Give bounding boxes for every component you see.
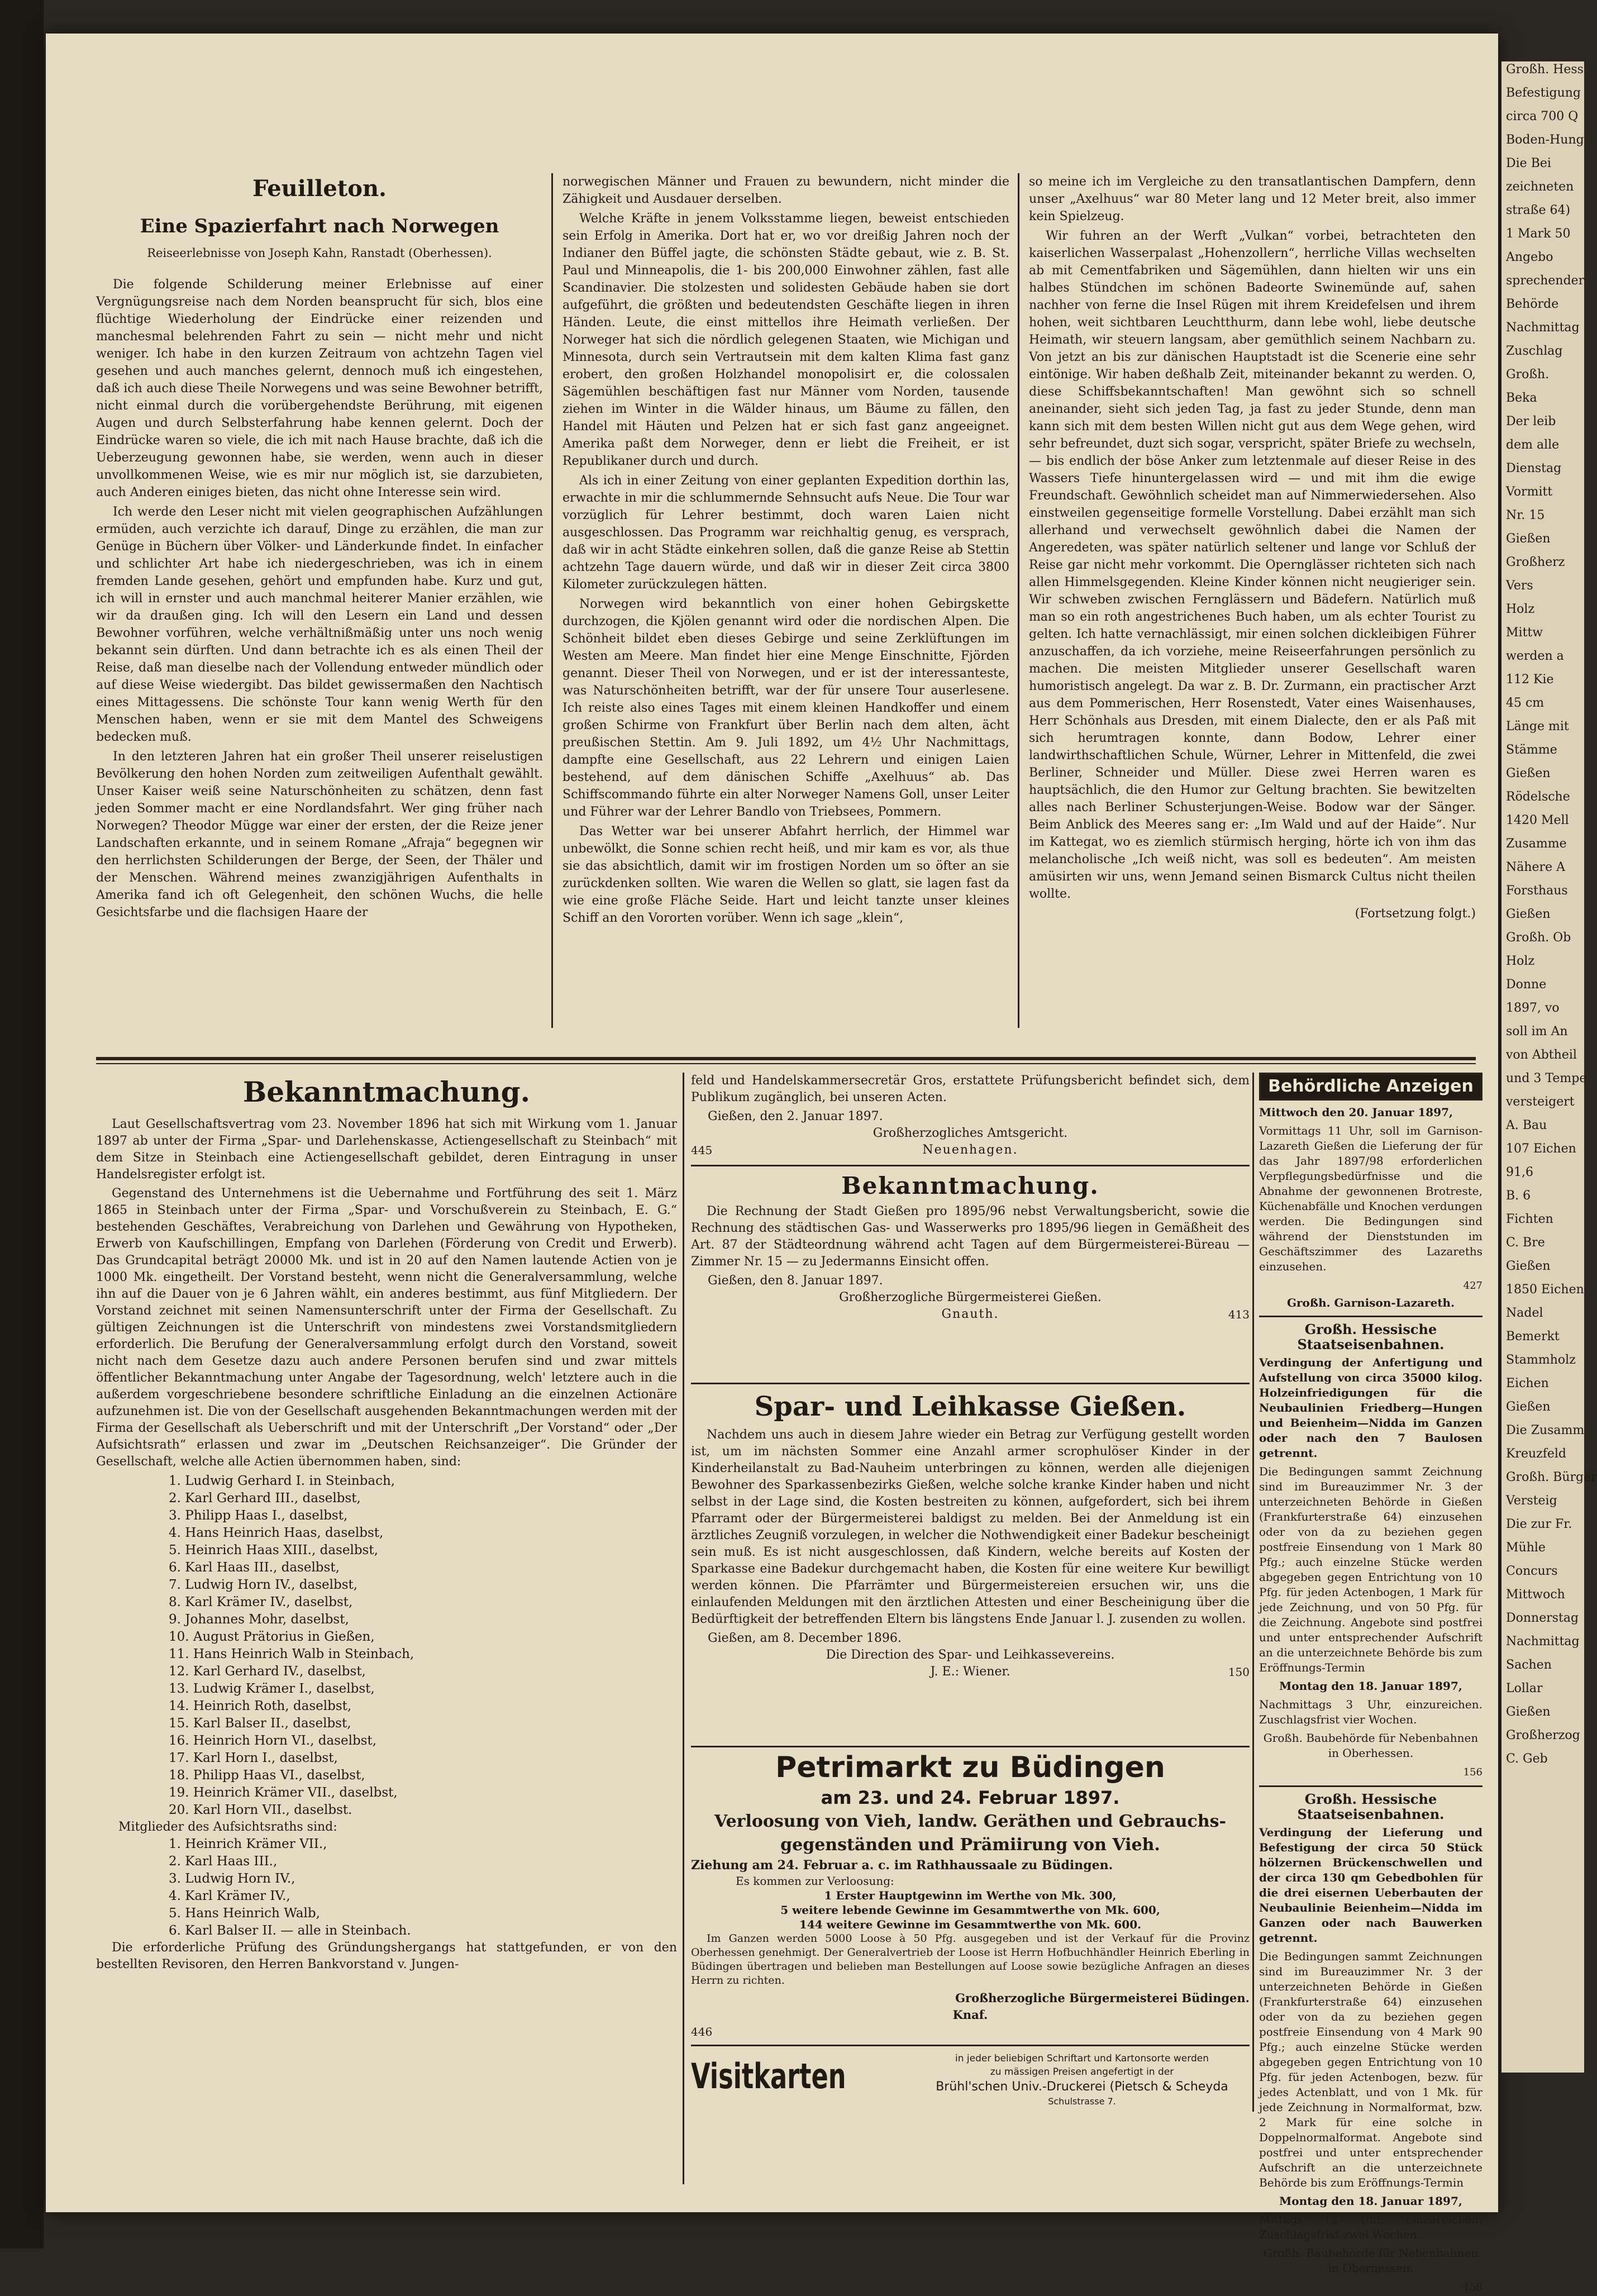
feuilleton-title: Eine Spazierfahrt nach Norwegen	[140, 215, 499, 237]
board-item: 5. Hans Heinrich Walb,	[169, 1906, 320, 1921]
founder-item: 6. Karl Haas III., daselbst,	[169, 1560, 340, 1575]
notice-term: Montag den 18. Januar 1897,	[1279, 2194, 1462, 2208]
founder-item: 19. Heinrich Krämer VII., daselbst,	[169, 1785, 398, 1800]
prize-line: 1 Erster Hauptgewinn im Werthe von Mk. 300,	[824, 1889, 1117, 1902]
adjacent-page-text: Mittw	[1506, 626, 1543, 640]
adjacent-page-text: dem alle	[1506, 438, 1560, 452]
notice-term: Montag den 18. Januar 1897,	[1279, 1679, 1462, 1693]
visitkarten-title: Visitkarten	[691, 2056, 846, 2097]
feuilleton-paragraph: norwegischen Männer und Frauen zu bewundern, nicht minder die Zähigkeit und Ausdauer derselben.	[562, 175, 1009, 206]
column-rule	[1252, 1073, 1254, 2112]
adjacent-page-text: Nr. 15	[1506, 508, 1545, 522]
notice-heading: Verdingung der Anfertigung und Aufstellung von circa 35000 kilog. Holzeinfriedigungen für die Neubaulinien Friedberg—Hungen und Beienheim—Nidda im Ganzen oder nach den 7 Baulosen getrennt.	[1259, 1356, 1482, 1460]
official-notices-title: Behördliche Anzeigen	[1259, 1073, 1482, 1101]
adjacent-page-text: Gießen	[1506, 907, 1551, 921]
adjacent-page-text: A. Bau	[1506, 1118, 1547, 1132]
petrimarkt-title: Petrimarkt zu Büdingen	[775, 1751, 1165, 1784]
board-item: 6. Karl Balser II. — alle in Steinbach.	[169, 1923, 411, 1938]
adjacent-page-text: Rödelsche	[1506, 790, 1570, 804]
announcement-title: Spar- und Leihkasse Gießen.	[754, 1391, 1186, 1422]
column-rule	[551, 173, 553, 1028]
adjacent-page-text: versteigert	[1506, 1095, 1575, 1109]
founder-item: 10. August Prätorius in Gießen,	[169, 1630, 375, 1644]
adjacent-page-text: Nähere A	[1506, 860, 1565, 874]
founder-item: 14. Heinrich Roth, daselbst,	[169, 1699, 352, 1713]
adjacent-page-text: Zuschlag	[1506, 344, 1563, 358]
place-date: Gießen, den 8. Januar 1897.	[708, 1274, 883, 1288]
visitkarten-line: zu mässigen Preisen angefertigt in der	[990, 2066, 1174, 2078]
adjacent-page-text: Die Bei	[1506, 156, 1551, 170]
column-rule	[1018, 173, 1019, 1028]
adjacent-page-text: Länge mit	[1506, 720, 1569, 733]
announcement-paragraph: Im Ganzen werden 5000 Loose à 50 Pfg. ausgegeben und ist der Verkauf für die Provinz Oberhessen genehmigt. Der Generalvertrieb der Loose ist Herrn Hofbuchhändler Heinrich Eberling in Büdingen übertragen und belieben man Bestellungen auf Loose sowie bezügliche Anfragen an dieses Herrn zu richten.	[691, 1932, 1250, 1987]
announcement-paragraph: Laut Gesellschaftsvertrag vom 23. November 1896 hat sich mit Wirkung vom 1. Januar 1897 ab unter der Firma „Spar- und Darlehenskasse, Actiengesellschaft zu Steinbach“ mit dem Sitze in Steinbach eine Actiengesellschaft gebildet, deren Eintragung in unser Handelsregister erfolgt ist.	[96, 1117, 677, 1182]
feuilleton-col-1	[96, 173, 543, 1028]
adjacent-page-text: Holz	[1506, 954, 1535, 968]
founder-item: 17. Karl Horn I., daselbst,	[169, 1751, 338, 1765]
issuing-office: Großherzogliche Bürgermeisterei Büdingen.	[955, 1991, 1250, 2005]
announcement-steinbach	[96, 1073, 677, 2184]
adjacent-page-text: Vers	[1506, 579, 1533, 593]
adjacent-page-text: Nachmittag	[1506, 321, 1580, 335]
feuilleton-label: Feuilleton.	[252, 175, 387, 202]
notice-title: Großh. Hessische Staatseisenbahnen.	[1297, 1791, 1445, 1822]
adjacent-page-text: Gießen	[1506, 1705, 1551, 1719]
section-rule	[96, 1057, 1476, 1060]
ad-rule	[691, 1383, 1250, 1384]
adjacent-page-text: Kreuzfeld	[1506, 1447, 1567, 1461]
adjacent-page-text: Behörde	[1506, 297, 1559, 311]
prize-line: 5 weitere lebende Gewinne im Gesammtwerthe von Mk. 600,	[780, 1903, 1160, 1917]
feuilleton-paragraph: In den letzteren Jahren hat ein großer Theil unserer reiselustigen Bevölkerung den hohen Norden zum zeitweiligen Aufenthalt gewählt. Unser Kaiser weiß seine Naturschönheiten zu schätzen, denn fast jeden Sommer macht er eine Nordlandsfahrt. Wer ging früher nach Norwegen? Theodor Mügge war einer der ersten, der die Reize jener Landschaften erkannte, und in seinem Romane „Afraja“ begegnen wir den herrlichsten Schilderungen der Berge, der Seen, der Thäler und der Menschen. Während meines zwanzigjährigen Aufenthalts in Amerika fand ich oft Gelegenheit, den schönen Wuchs, die helle Gesichtsfarbe und die flachsigen Haare der	[96, 750, 543, 920]
adjacent-page-text: Fichten	[1506, 1212, 1553, 1226]
adjacent-page-text: Gießen	[1506, 532, 1551, 546]
announcement-steinbach-cont	[691, 1073, 1250, 1162]
announcement-paragraph: Die erforderliche Prüfung des Gründungshergangs hat stattgefunden, er von den bestellten Revisoren, den Herren Bankvorstand v. Jungen-	[96, 1941, 677, 1971]
adjacent-page-text: B. 6	[1506, 1189, 1531, 1203]
founder-item: 7. Ludwig Horn IV., daselbst,	[169, 1578, 358, 1592]
adjacent-page-text: Bemerkt	[1506, 1330, 1560, 1344]
adjacent-page-text: Stämme	[1506, 743, 1557, 757]
adjacent-page-text: Die Zusamm	[1506, 1423, 1585, 1437]
feuilleton-paragraph: Wir fuhren an der Werft „Vulkan“ vorbei, betrachteten den kaiserlichen Wasserpalast „Hohenzollern“, herrliche Villas wechselten ab mit Cementfabriken und Sägemühlen, dann hielten wir uns ein halbes Stündchen im schönen Badeorte Swinemünde auf, sahen nachher von ferne die Insel Rügen mit ihrem Kreidefelsen und ihrem hohen, weit sichtbaren Leuchtthurm, dann lebe wohl, liebe deutsche Heimath, wir steuern langsam, aber gemüthlich seinem Nachbarn zu. Von jetzt an bis zur dänischen Hauptstadt ist die Scenerie eine sehr eintönige. Wir haben deßhalb Zeit, miteinander bekannt zu werden. O, diese Schiffsbekanntschaften! Man gewöhnt sich so schnell aneinander, sieht sich jeden Tag, ja fast zu jeder Stunde, denn man kann sich mit dem besten Willen nicht gut aus dem Wege gehen, wird sehr befreundet, duzt sich sogar, verspricht, später Briefe zu wechseln, — bis endlich der böse Anker zum letztenmale auf dieser Reise in des Wassers Tiefe hinuntergelassen wird — und mit ihm die ewige Freundschaft. Gewöhnlich scheidet man auf Nimmerwiedersehen. Also einstweilen gegenseitige formelle Vorstellung. Dabei erzählt man sich allerhand und verwechselt gewöhnlich dabei die Namen der Angeredeten, was später natürlich seltener und lange vor Schluß der Reise gar nicht mehr vorkommt. Die Opernglässer richteten sich nach allen Himmelsgegenden. Kleine Kinder können nicht neugieriger sein. Wir schweben zwischen Fernglässern und Bädefern. Natürlich muß man so ein roth angestrichenes Buch haben, um als echter Tourist zu gelten. Ich hatte vernachlässigt, mir einen solchen dickleibigen Führer anzuschaffen, da ich vorziehe, meine Reiseerfahrungen persönlich zu machen. Die meisten Mitglieder unserer Gesellschaft waren humoristisch angelegt. Da war z. B. Dr. Zurmann, ein practischer Arzt aus dem Pommerischen, Herr Rosenstedt, Vater eines Waisenhauses, Herr Schönhals aus Dresden, mit einem Dialecte, den er als Paß mit sich herumtragen konnte, dann Bodow, Lehrer einer landwirthschaftlichen Schule, Würner, Lehrer in Mittenfeld, die zwei Berliner, Schneider und Müller. Diese zwei Herren waren es hauptsächlich, die den Humor zur Geltung brachten. Sie bewitzelten alles nach Berliner Schusterjungen-Weise. Bodow war der Sänger. Beim Anblick des Meeres sang er: „Im Wald und auf der Haide“. Nur im Kattegat, wo es ziemlich stürmisch herging, hörte ich von ihm das melancholische „Ich weiß nicht, was soll es bedeuten“. Am meisten amüsirten wir uns, wenn Jemand seinen Bismarck Cultus nicht theilen wollte.	[1029, 229, 1476, 901]
adjacent-page-text: Gießen	[1506, 766, 1551, 780]
board-intro: Mitglieder des Aufsichtsraths sind:	[118, 1820, 337, 1834]
adjacent-page-text: Holz	[1506, 602, 1535, 616]
founder-item: 4. Hans Heinrich Haas, daselbst,	[169, 1526, 384, 1540]
adjacent-page-text: C. Bre	[1506, 1236, 1545, 1250]
section-rule	[96, 1063, 1476, 1064]
board-item: 4. Karl Krämer IV.,	[169, 1889, 290, 1903]
signer: J. E.: Wiener.	[930, 1665, 1010, 1679]
adjacent-page-text: 45 cm	[1506, 696, 1544, 710]
founder-item: 16. Heinrich Horn VI., daselbst,	[169, 1733, 377, 1748]
adjacent-page-text: und 3 Tempe	[1506, 1071, 1587, 1085]
newspaper-page	[46, 34, 1498, 2293]
petrimarkt-date: am 23. und 24. Februar 1897.	[821, 1787, 1120, 1808]
board-item: 1. Heinrich Krämer VII.,	[169, 1837, 327, 1851]
reference-number: 446	[691, 2025, 713, 2038]
adjacent-page-text: 112 Kie	[1506, 673, 1554, 687]
issuing-office: Großh. Garnison-Lazareth.	[1286, 1296, 1455, 1309]
adjacent-page-text: soll im An	[1506, 1025, 1568, 1039]
issuing-office: Großh. Baubehörde für Nebenbahnen in Oberhessen.	[1263, 1731, 1479, 1760]
announcement-paragraph: Nachdem uns auch in diesem Jahre wieder ein Betrag zur Verfügung gestellt worden ist, um im nächsten Sommer eine Anzahl armer scrophulöser Kinder in der Kinderheilanstalt zu Bad-Nauheim unterbringen zu können, werden alle diejenigen Bewohner des Sparkassenbezirks Gießen, welche solche kranke Kinder haben und nicht selbst in der Lage sind, die Kosten bestreiten zu können, aufgefordert, sich bei ihrem Pfarramt oder der Bürgermeisterei baldigst zu melden. Bei der Anmeldung ist ein ärztliches Zeugniß vorzulegen, in welcher die Nothwendigkeit einer Badekur bescheinigt sein muß. Es ist nicht ausgeschlossen, daß Kindern, welche bereits auf Kosten der Sparkasse eine Badekur durchgemacht haben, die Kosten für eine weitere Kur bewilligt werden können. Die Pfarrämter und Bürgermeistereien ersuchen wir, uns die einlaufenden Meldungen mit den ärztlichen Attesten und einer Bescheinigung über die Bedürftigkeit der betreffenden Eltern bis längstens Ende Januar l. J. zusenden zu wollen.	[691, 1428, 1250, 1626]
place-date: Gießen, den 2. Januar 1897.	[708, 1109, 883, 1123]
founder-item: 12. Karl Gerhard IV., daselbst,	[169, 1664, 366, 1679]
adjacent-page-text: Concurs	[1506, 1564, 1558, 1578]
reference-number: 158	[1463, 2281, 1482, 2293]
adjacent-page-text: Stammholz	[1506, 1353, 1576, 1367]
issuing-office: Großh. Baubehörde für Nebenbahnen in Oberhessen.	[1263, 2246, 1479, 2275]
feuilleton-paragraph: Welche Kräfte in jenem Volksstamme liegen, beweist entschieden sein Erfolg in Amerika. Dort hat er, wo vor dreißig Jahren noch der Indianer den Büffel jagte, die schönsten Städte gebaut, wie z. B. St. Paul und Minneapolis, die 1- bis 200,000 Einwohner zählen, fast alle Scandinavier. Die stolzesten und solidesten Gebäude haben sie dort aufgeführt, die größten und bedeutendsten Geschäfte liegen in ihren Händen. Leute, die einst mittellos ihre Heimath verließen. Der Norweger hat sich die nördlich gelegenen Staaten, wie Michigan und Minnesota, durch sein Vertrautsein mit dem kalten Klima fast ganz erobert, den großen Holzhandel monopolisirt er, die colossalen Sägemühlen beschäftigen fast nur Männer vom Norden, tausende ziehen im Winter in die Wälder hinaus, um Bäume zu fällen, den Handel mit Häuten und Pelzen hat er sich fast ganz angeeignet. Amerika paßt dem Norweger, denn er liebt die Freiheit, er ist Republikaner durch und durch.	[562, 212, 1009, 468]
reference-number: 156	[1463, 1766, 1482, 1778]
founder-item: 15. Karl Balser II., daselbst,	[169, 1716, 351, 1731]
feuilleton-paragraph: Ich werde den Leser nicht mit vielen geographischen Aufzählungen ermüden, auch verzichte ich darauf, Dinge zu erzählen, die man zur Genüge in Büchern über Völker- und Länderkunde findet. In einfacher und schlichter Art habe ich niedergeschrieben, was ich in einem fremden Lande gesehen, gehört und empfunden habe. Kurz und gut, ich will in ernster und auch manchmal heiterer Manier erzählen, wie wir da draußen ging. Ich will den Lesern ein Land und dessen Bewohner vorführen, welche verhältnißmäßig unter uns noch wenig bekannt sein dürften. Und dann betrachte ich es als einen Theil der Reise, daß man dieselbe nach der Vollendung entweder mündlich oder auf diese Weise wiedergibt. Das bildet gewissermaßen den Nachtisch eines Mittagessens. Die schönste Tour kann wenig Werth für den Menschen haben, wenn er sie mit dem Mantel des Schweigens bedecken muß.	[96, 505, 543, 744]
adjacent-page-text: Angebo	[1506, 250, 1553, 264]
reference-number: 413	[1228, 1308, 1250, 1321]
notice-heading: Verdingung der Lieferung und Befestigung der circa 50 Stück hölzernen Brückenschwellen und der circa 130 qm Gebedbohlen für die drei eisernen Ueberbauten der Neubaulinie Beienheim—Nidda im Ganzen oder nach Bauwerken getrennt.	[1259, 1826, 1482, 1945]
adjacent-page-text: Nachmittag	[1506, 1635, 1580, 1649]
feuilleton-paragraph: Das Wetter war bei unserer Abfahrt herrlich, der Himmel war unbewölkt, die Sonne schien recht heiß, und mir kam es vor, als thue sie das absichtlich, damit wir im frostigen Norden um so öfter an sie zurückdenken sollten. Wie waren die Wellen so glatt, sie lagen fast da wie eine große Fläche Seide. Hart und leicht tanzte unser kleines Schiff an den Vororten vorüber. Wenn ich sage „klein“,	[562, 825, 1009, 925]
feuilleton-paragraph: Als ich in einer Zeitung von einer geplanten Expedition dorthin las, erwachte in mir die schlummernde Sehnsucht aufs Neue. Die Tour war vorzüglich für Lehrer bestimmt, doch waren Laien nicht ausgeschlossen. Das Programm war reichhaltig genug, es versprach, daß wir in acht Städte einkehren sollen, daß die ganze Reise ab Stettin achtzehn Tage dauern würde, und daß wir in dieser Zeit circa 3800 Kilometer zurückzulegen hätten.	[562, 474, 1009, 592]
adjacent-page-text: 91,6	[1506, 1165, 1533, 1179]
printer-name: Brühl'schen Univ.-Druckerei (Pietsch & Scheyda	[936, 2080, 1228, 2094]
draw-info: Ziehung am 24. Februar a. c. im Rathhaussaale zu Büdingen.	[691, 1858, 1113, 1873]
founder-item: 13. Ludwig Krämer I., daselbst,	[169, 1681, 375, 1696]
notice-title: Großh. Hessische Staatseisenbahnen.	[1297, 1321, 1445, 1352]
adjacent-page-text: 1420 Mell	[1506, 813, 1569, 827]
official-notices	[1259, 1073, 1482, 2293]
adjacent-page-text: Großh. Hess	[1506, 63, 1584, 77]
issuing-office: Großherzogliches Amtsgericht.	[873, 1126, 1068, 1140]
notice-text: Nachmittags 3 Uhr, einzureichen. Zuschlagsfrist vier Wochen.	[1259, 1698, 1482, 1726]
adjacent-page-text: circa 700 Q	[1506, 109, 1579, 123]
founder-item: 1. Ludwig Gerhard I. in Steinbach,	[169, 1474, 395, 1488]
board-item: 3. Ludwig Horn IV.,	[169, 1871, 295, 1886]
issuing-office: Die Direction des Spar- und Leihkassevereins.	[826, 1648, 1115, 1662]
announcement-paragraph: feld und Handelskammersecretär Gros, erstattete Prüfungsbericht befindet sich, dem Publikum zugänglich, bei unseren Acten.	[691, 1074, 1250, 1104]
adjacent-page-fragment	[1501, 61, 1597, 2073]
signer: Knaf.	[952, 2008, 988, 2022]
adjacent-page-text: Zusamme	[1506, 837, 1567, 851]
feuilleton-paragraph: so meine ich im Vergleiche zu den transatlantischen Dampfern, denn unser „Axelhuus“ war 80 Meter lang und 12 Meter breit, also immer kein Spielzeug.	[1029, 175, 1476, 223]
adjacent-page-text: 1897, vo	[1506, 1001, 1560, 1015]
petrimarkt-subtitle: gegenständen und Prämiirung von Vieh.	[780, 1835, 1160, 1855]
founder-item: 9. Johannes Mohr, daselbst,	[169, 1612, 349, 1627]
adjacent-page-text: Gießen	[1506, 1259, 1551, 1273]
adjacent-page-text: straße 64)	[1506, 203, 1571, 217]
adjacent-page-text: 107 Eichen	[1506, 1142, 1576, 1156]
feuilleton-paragraph: Die folgende Schilderung meiner Erlebnisse auf einer Vergnügungsreise nach dem Norden beansprucht für sich, blos eine flüchtige Wiederholung der Eindrücke einer reizenden und manchesmal belehrenden Fahrt zu sein — nicht mehr und nicht weniger. Ich habe in den kurzen Zeitraum von achtzehn Tagen viel gesehen und auch manches gelernt, dennoch muß ich eingestehen, daß ich auch diese Theile Norwegens und was seine Bewohner betrifft, nicht einmal durch die vorübergehendste Berührung, mit eigenen Augen und durch Selbsterfahrung habe kennen gelernt. Doch der Eindrücke waren so viele, die ich mit nach Hause brachte, daß ich die Ueberzeugung gewonnen habe, sie werden, wenn auch in dieser unvollkommenen Weise, wie es mir nur möglich ist, sie darzubieten, auch Anderen einiges bieten, das nicht ohne Interesse sein wird.	[96, 278, 543, 499]
feuilleton-paragraph: Norwegen wird bekanntlich von einer hohen Gebirgskette durchzogen, die Kjölen genannt wird oder die nordischen Alpen. Die Schönheit bildet eben dieses Gebirge und seine Zerklüftungen im Westen am Meere. Man findet hier eine Menge Einschnitte, Fjörden genannt. Dieser Theil von Norwegen, und er ist der interessanteste, was Naturschönheiten betrifft, war der für unsere Tour auserlesene. Ich reiste also eines Tages mit einem kleinen Handkoffer und einem großen Schirme von Frankfurt über Berlin nach dem alten, ächt preußischen Stettin. Am 9. Juli 1892, um 4½ Uhr Nachmittags, dampfte eine Gesellschaft, aus 22 Lehrern und einigen Laien bestehend, auf dem dänischen Schiffe „Axelhuus“ ab. Das Schiffscommando führte ein alter Norweger Namens Goll, unser Leiter und Führer war der Lehrer Bandlo von Triebsees, Pommern.	[562, 597, 1009, 819]
adjacent-page-text: Mühle	[1506, 1541, 1546, 1555]
signer: Neuenhagen.	[922, 1143, 1018, 1157]
founders-list	[96, 1473, 677, 1819]
prize-lead: Es kommen zur Verloosung:	[736, 1874, 894, 1888]
visitkarten-line: in jeder beliebigen Schriftart und Kartonsorte werden	[955, 2053, 1209, 2064]
adjacent-page-text: zeichneten	[1506, 180, 1574, 194]
announcement-paragraph: Gegenstand des Unternehmens ist die Uebernahme und Fortführung des seit 1. März 1865 in Steinbach unter der Firma „Spar- und Vorschußverein zu Steinbach, E. G.“ bestehenden Geschäftes, Verabreichung von Darlehen und Gewährung von Hypotheken, Erwerb von Kaufschillingen, Empfang von Darlehen (Förderung von Credit und Erwerb). Das Grundcapital beträgt 20000 Mk. und ist in 20 auf den Namen lautende Actien von je 1000 Mk. eingetheilt. Der Vorstand besteht, wenn nicht die Generalversammlung, welche ihn auf die Dauer von je 6 Jahren wählt, ein anderes bestimmt, aus fünf Mitgliedern. Der Vorstand zeichnet mit seinen Namensunterschrift unter der Firma der Gesellschaft. Zu gültigen Zeichnungen ist die Unterschrift von mindestens zwei Vorstandsmitgliedern erforderlich. Die Berufung der Generalversammlung erfolgt durch den Vorstand, soweit nicht nach dem Gesetze dazu auch andere Personen berufen sind und zwar mittels öffentlicher Bekanntmachung unter Angabe der Tagesordnung, welch' letztere auch in die außerdem vorgeschriebene besondere schriftliche Einladung an die einzelnen Actionäre aufzunehmen ist. Die von der Gesellschaft ausgehenden Bekanntmachungen werden mit der Firma der Gesellschaft als Ueberschrift und mit der Unterschrift „Der Vorstand“ oder „Der Aufsichtsrath“ erlassen und zwar im „Deutschen Reichsanzeiger“. Die Gründer der Gesellschaft, welche alle Actien übernommen haben, sind:	[96, 1187, 677, 1469]
adjacent-page-text: Gießen	[1506, 1400, 1551, 1414]
adjacent-page-text: Der leib	[1506, 415, 1556, 428]
feuilleton-col-3	[1029, 173, 1476, 1028]
adjacent-page-text: Dienstag	[1506, 461, 1562, 475]
adjacent-page-text: werden a	[1506, 649, 1564, 663]
place-date: Gießen, am 8. December 1896.	[708, 1631, 902, 1645]
adjacent-page-text: Großherz	[1506, 555, 1565, 569]
notice-text: Die Bedingungen sammt Zeichnungen sind im Bureauzimmer Nr. 3 der unterzeichneten Behörde in Gießen (Frankfurterstraße 64) einzusehen oder von da zu beziehen gegen postfreie Einsendung von 4 Mark 90 Pfg.; auch einzelne Stücke werden abgegeben gegen Entrichtung von 10 Pfg. für jeden Actenbogen, bezw. für jedes Actenblatt, und von 1 Mk. für jede Zeichnung in Normalformat, bzw. 2 Mark für eine solche in Doppelnormalformat. Angebote sind postfrei und unter entsprechender Aufschrift an die unterzeichnete Behörde bis zum Eröffnungs-Termin	[1259, 1950, 1482, 2189]
adjacent-page-text: Boden-Hung	[1506, 133, 1584, 147]
adjacent-page-text: Beka	[1506, 391, 1537, 405]
notice-text: Mittags 12 Uhr, einzureichen. Zuschlagsfrist zwei Wochen.	[1259, 2213, 1482, 2241]
adjacent-page-text: C. Geb	[1506, 1752, 1548, 1766]
issuing-office: Großherzogliche Bürgermeisterei Gießen.	[839, 1290, 1102, 1304]
adjacent-page-text: Großh. Bürger	[1506, 1470, 1597, 1484]
continued-note: (Fortsetzung folgt.)	[1355, 907, 1476, 921]
adjacent-page-text: Großh. Ob	[1506, 931, 1571, 945]
signer: Gnauth.	[941, 1307, 999, 1321]
printer-address: Schulstrasse 7.	[1048, 2096, 1116, 2107]
adjacent-page-text: Donne	[1506, 978, 1547, 992]
visitkarten-ad	[691, 2045, 1250, 2113]
feuilleton-col-2	[562, 173, 1009, 1028]
adjacent-page-text: Sachen	[1506, 1658, 1552, 1672]
adjacent-page-text: Vormitt	[1506, 485, 1553, 499]
announcement-paragraph: Die Rechnung der Stadt Gießen pro 1895/96 nebst Verwaltungsbericht, sowie die Rechnung des städtischen Gas- und Wasserwerks pro 1895/96 liegen in Gemäßheit des Art. 87 der Städteordnung während acht Tagen auf dem Bürgermeisterei-Büreau — Zimmer Nr. 15 — zu Jedermanns Einsicht offen.	[691, 1204, 1250, 1269]
adjacent-page-text: Großh.	[1506, 368, 1550, 382]
reference-number: 445	[691, 1144, 713, 1157]
announcement-giessen-accounts	[691, 1169, 1250, 1381]
adjacent-page-text: Großherzog	[1506, 1728, 1580, 1742]
reference-number: 150	[1228, 1665, 1250, 1679]
petrimarkt-subtitle: Verloosung von Vieh, landw. Geräthen und Gebrauchs-	[714, 1812, 1226, 1831]
founder-item: 20. Karl Horn VII., daselbst.	[169, 1803, 352, 1817]
ad-rule	[691, 1165, 1250, 1166]
ad-rule	[691, 1746, 1250, 1747]
book-binding	[0, 0, 44, 2249]
notice-text: Die Bedingungen sammt Zeichnung sind im Bureauzimmer Nr. 3 der unterzeichneten Behörde in Gießen (Frankfurterstraße 64) einzusehen oder von da zu beziehen gegen postfreie Einsendung von 1 Mark 80 Pfg.; auch einzelne Stücke werden abgegeben gegen Entrichtung von 10 Pfg. für jeden Actenbogen, 1 Mark für jede Zeichnung, und von 50 Pfg. für die Zeichnung. Angebote sind postfrei und unter entsprechender Aufschrift an die unterzeichnete Behörde bis zum Eröffnungs-Termin	[1259, 1465, 1482, 1674]
founder-item: 2. Karl Gerhard III., daselbst,	[169, 1491, 361, 1506]
adjacent-page-text: Lollar	[1506, 1681, 1543, 1695]
notice-text: Vormittags 11 Uhr, soll im Garnison-Lazareth Gießen die Lieferung der für das Jahr 1897/98 erforderlichen Verpflegungsbedürfnisse und die Abnahme der gewonnenen Brotreste, Küchenabfälle und Knochen verdungen werden. Die Bedingungen sind während der Dienststunden im Geschäftszimmer des Lazareths einzusehen.	[1259, 1124, 1482, 1273]
petrimarkt-ad	[691, 1750, 1250, 2040]
prize-line: 144 weitere Gewinne im Gesammtwerthe von Mk. 600.	[799, 1918, 1142, 1931]
reference-number: 427	[1463, 1280, 1482, 1292]
announcement-title: Bekanntmachung.	[841, 1172, 1099, 1199]
adjacent-page-text: 1850 Eichen	[1506, 1283, 1584, 1297]
founder-item: 18. Philipp Haas VI., daselbst,	[169, 1768, 365, 1783]
adjacent-page-text: 1 Mark 50	[1506, 227, 1571, 241]
adjacent-page-text: Befestigung	[1506, 86, 1581, 100]
adjacent-page-text: Eichen	[1506, 1376, 1549, 1390]
notice-heading: Mittwoch den 20. Januar 1897,	[1259, 1106, 1453, 1119]
board-list	[96, 1836, 677, 1940]
board-item: 2. Karl Haas III.,	[169, 1854, 278, 1869]
founder-item: 5. Heinrich Haas XIII., daselbst,	[169, 1543, 378, 1557]
adjacent-page-text: Die zur Fr.	[1506, 1517, 1572, 1531]
feuilleton-subtitle: Reiseerlebnisse von Joseph Kahn, Ranstadt (Oberhessen).	[147, 246, 492, 260]
adjacent-page-text: Donnerstag	[1506, 1611, 1579, 1625]
announcement-title: Bekanntmachung.	[242, 1075, 531, 1108]
adjacent-page-text: sprechender	[1506, 274, 1585, 288]
founder-item: 8. Karl Krämer IV., daselbst,	[169, 1595, 353, 1609]
adjacent-page-text: Versteig	[1506, 1494, 1557, 1508]
founder-item: 3. Philipp Haas I., daselbst,	[169, 1508, 348, 1523]
adjacent-page-text: Mittwoch	[1506, 1588, 1565, 1602]
adjacent-page-text: Forsthaus	[1506, 884, 1568, 898]
column-rule	[683, 1073, 684, 2184]
announcement-sparkasse	[691, 1387, 1250, 1744]
adjacent-page-text: von Abtheil	[1506, 1048, 1577, 1062]
adjacent-page-text: Nadel	[1506, 1306, 1543, 1320]
founder-item: 11. Hans Heinrich Walb in Steinbach,	[169, 1647, 414, 1661]
